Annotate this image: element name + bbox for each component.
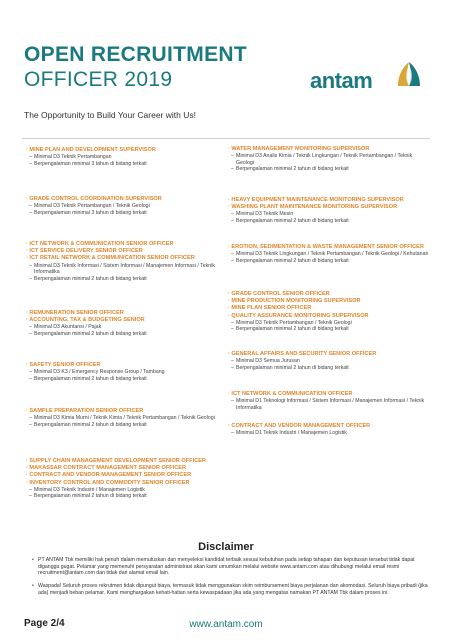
page-title-line2: OFFICER 2019	[24, 68, 173, 91]
requirement: – Berpengalaman minimal 2 tahun di bidang terkait	[26, 276, 226, 283]
job-title: · MAKASSAR CONTRACT MANAGEMENT SENIOR OFFICER	[26, 465, 187, 472]
requirement: – Berpengalaman minimal 3 tahun di bidang terkait	[26, 161, 226, 168]
job-title: · HEAVY EQUIPMENT MAINTENANCE MONITORING SUPERVISOR	[228, 197, 404, 203]
page-title-line1: OPEN RECRUITMENT	[24, 43, 247, 66]
disclaimer-title: Disclaimer	[198, 541, 254, 553]
requirement: – Minimal D3 Teknik Mesin	[228, 211, 430, 218]
job-block	[228, 423, 430, 437]
page-number: Page 2/4	[24, 618, 65, 629]
job-block	[26, 408, 226, 428]
requirement: – Berpengalaman minimal 2 tahun di bidang terkait	[26, 376, 226, 383]
job-title: · WASHING PLANT MAINTENANCE MONITORING SUPERVISOR	[228, 204, 398, 211]
requirement: – Berpengalaman minimal 2 tahun di bidang terkait	[228, 365, 430, 372]
job-title: · MINE PLAN AND DEVELOPMENT SUPERVISOR	[26, 147, 156, 153]
requirement: – Minimal D3 K3 / Emergency Response Group / Tambang	[26, 369, 226, 376]
requirement: – Minimal D3 Teknik Pertambangan	[26, 154, 226, 161]
website-link[interactable]: www.antam.com	[189, 619, 263, 630]
job-title: · GENERAL AFFAIRS AND SECURITY SENIOR OFFICER	[228, 351, 377, 357]
job-block	[26, 310, 226, 338]
job-title: · MINE PRODUCTION MONITORING SUPERVISOR	[228, 298, 361, 305]
job-title: · ICT SERVICE DELIVERY SENIOR OFFICER	[26, 248, 143, 255]
job-title: · INVENTORY CONTROL AND COMMODITY SENIOR OFFICER	[26, 479, 190, 486]
job-block	[26, 147, 226, 167]
requirement: – Minimal D3 Teknik Pertambangan / Teknik Geologi	[228, 320, 430, 327]
job-title: · CONTRACT AND VENDOR MANAGEMENT SENIOR OFFICER	[26, 472, 192, 479]
job-block	[26, 241, 226, 282]
requirement: – Berpengalaman minimal 2 tahun di bidang terkait	[228, 166, 430, 173]
logo-text: antam	[310, 68, 373, 93]
disclaimer-item: • PT ANTAM Tbk memiliki hak penuh dalam memutuskan dan menyeleksi kandidat terbaik sesuai kebutuhan pada setiap tahapan dan keputusan tersebut tidak dapat diganggu gugat. Pelamar yang memenuhi persyaratan administrasi akan kami umumkan melalui website www.antam.com atau dihubungi melalui email resmi recruitment@antam.com dan tidak dari alamat email lain.	[32, 557, 428, 577]
job-title: · ICT NETWORK & COMMUNICATION OFFICER	[228, 391, 353, 397]
job-title: · GRADE CONTROL COORDINATION SUPERVISOR	[26, 196, 162, 202]
job-title: · ICT RETAIL NETWORK & COMMUNICATION SENIOR OFFICER	[26, 255, 195, 262]
requirement: – Minimal D3 Akuntansi / Pajak	[26, 324, 226, 331]
job-title: · MINE PLAN SENIOR OFFICER	[228, 305, 312, 312]
job-title: · GRADE CONTROL SENIOR OFFICER	[228, 291, 330, 297]
requirement: – Minimal D3 Teknik Pertambangan / Teknik Geologi	[26, 203, 226, 210]
requirement: – Berpengalaman minimal 2 tahun di bidang terkait	[228, 258, 430, 265]
job-title: · REMUNERATION SENIOR OFFICER	[26, 310, 124, 316]
job-block	[228, 351, 430, 371]
requirement: – Minimal D3 Teknik Informasi / Sistem Informasi / Manajemen Informasi / Teknik Informatika	[26, 263, 226, 276]
leaf-logo-icon	[394, 60, 424, 90]
job-block	[228, 291, 430, 333]
job-title: · ACCOUNTING, TAX & BUDGETING SENIOR	[26, 317, 145, 324]
job-title: · QUALITY ASSURANCE MONITORING SUPERVISOR	[228, 312, 369, 319]
job-title: · WATER MANAGEMENT MONITORING SUPERVISOR	[228, 146, 370, 152]
job-title: · ICT NETWORK & COMMUNICATION SENIOR OFFICER	[26, 241, 174, 247]
job-block	[228, 197, 430, 225]
job-title: · SAMPLE PREPARATION SENIOR OFFICER	[26, 408, 144, 414]
antam-logo	[310, 58, 430, 98]
requirement: – Berpengalaman minimal 2 tahun di bidang terkait	[26, 493, 266, 500]
requirement: – Minimal D1 Teknologi Informasi / Sistem Informasi / Manajemen Informasi / Teknik Informatika	[228, 398, 430, 411]
disclaimer-item: • Waspada! Seluruh proses rekrutmen tidak dipungut biaya, termasuk tidak menggunakan skim reimbursement biaya perjalanan dan akomodasi. Seluruh biaya pribadi (jika ada) menjadi beban pelamar. Kami menghargakan kehati-hatian serta kewaspadaan jika ada yang mengatas namakan PT ANTAM Tbk dalam proses ini.	[32, 583, 428, 596]
requirement: – Berpengalaman minimal 2 tahun di bidang terkait	[228, 218, 430, 225]
job-title: · SUPPLY CHAIN MANAGEMENT DEVELOPMENT SENIOR OFFICER	[26, 458, 206, 464]
requirement: – Berpengalaman minimal 3 tahun di bidang terkait	[26, 210, 226, 217]
requirement: – Minimal D3 Kimia Murni / Teknik Kimia / Teknik Pertambangan / Teknik Geologi	[26, 415, 226, 422]
requirement: – Berpengalaman minimal 2 tahun di bidang terkait	[26, 331, 226, 338]
requirement: – Minimal D1 Teknik Industri / Manajemen Logistik	[228, 430, 430, 437]
requirement: – Minimal D3 Teknik Industri / Manajemen Logistik	[26, 487, 266, 494]
requirement: – Berpengalaman minimal 2 tahun di bidang terkait	[228, 326, 430, 333]
header-divider	[22, 138, 430, 139]
tagline: The Opportunity to Build Your Career with Us!	[24, 110, 196, 120]
job-block	[228, 391, 430, 411]
job-block	[228, 244, 430, 264]
requirement: – Minimal D3 Teknik Lingkungan / Teknik Pertambangan / Teknik Geologi / Kehutanan	[228, 251, 430, 258]
job-block	[26, 458, 266, 500]
requirement: – Berpengalaman minimal 2 tahun di bidang terkait	[26, 422, 226, 429]
job-title: · CONTRACT AND VENDOR MANAGEMENT OFFICER	[228, 423, 371, 429]
requirement: – Minimal D3 Semua Jurusan	[228, 358, 430, 365]
job-title: · EROTION, SEDIMENTATION & WASTE MANAGEMENT SENIOR OFFICER	[228, 244, 424, 250]
job-title: · SAFETY SENIOR OFFICER	[26, 362, 101, 368]
requirement: – Minimal D3 Analis Kimia / Teknik Lingkungan / Teknik Pertambangan / Teknik Geologi	[228, 153, 430, 166]
job-block	[26, 196, 226, 216]
job-block	[26, 362, 226, 382]
job-block	[228, 146, 430, 173]
